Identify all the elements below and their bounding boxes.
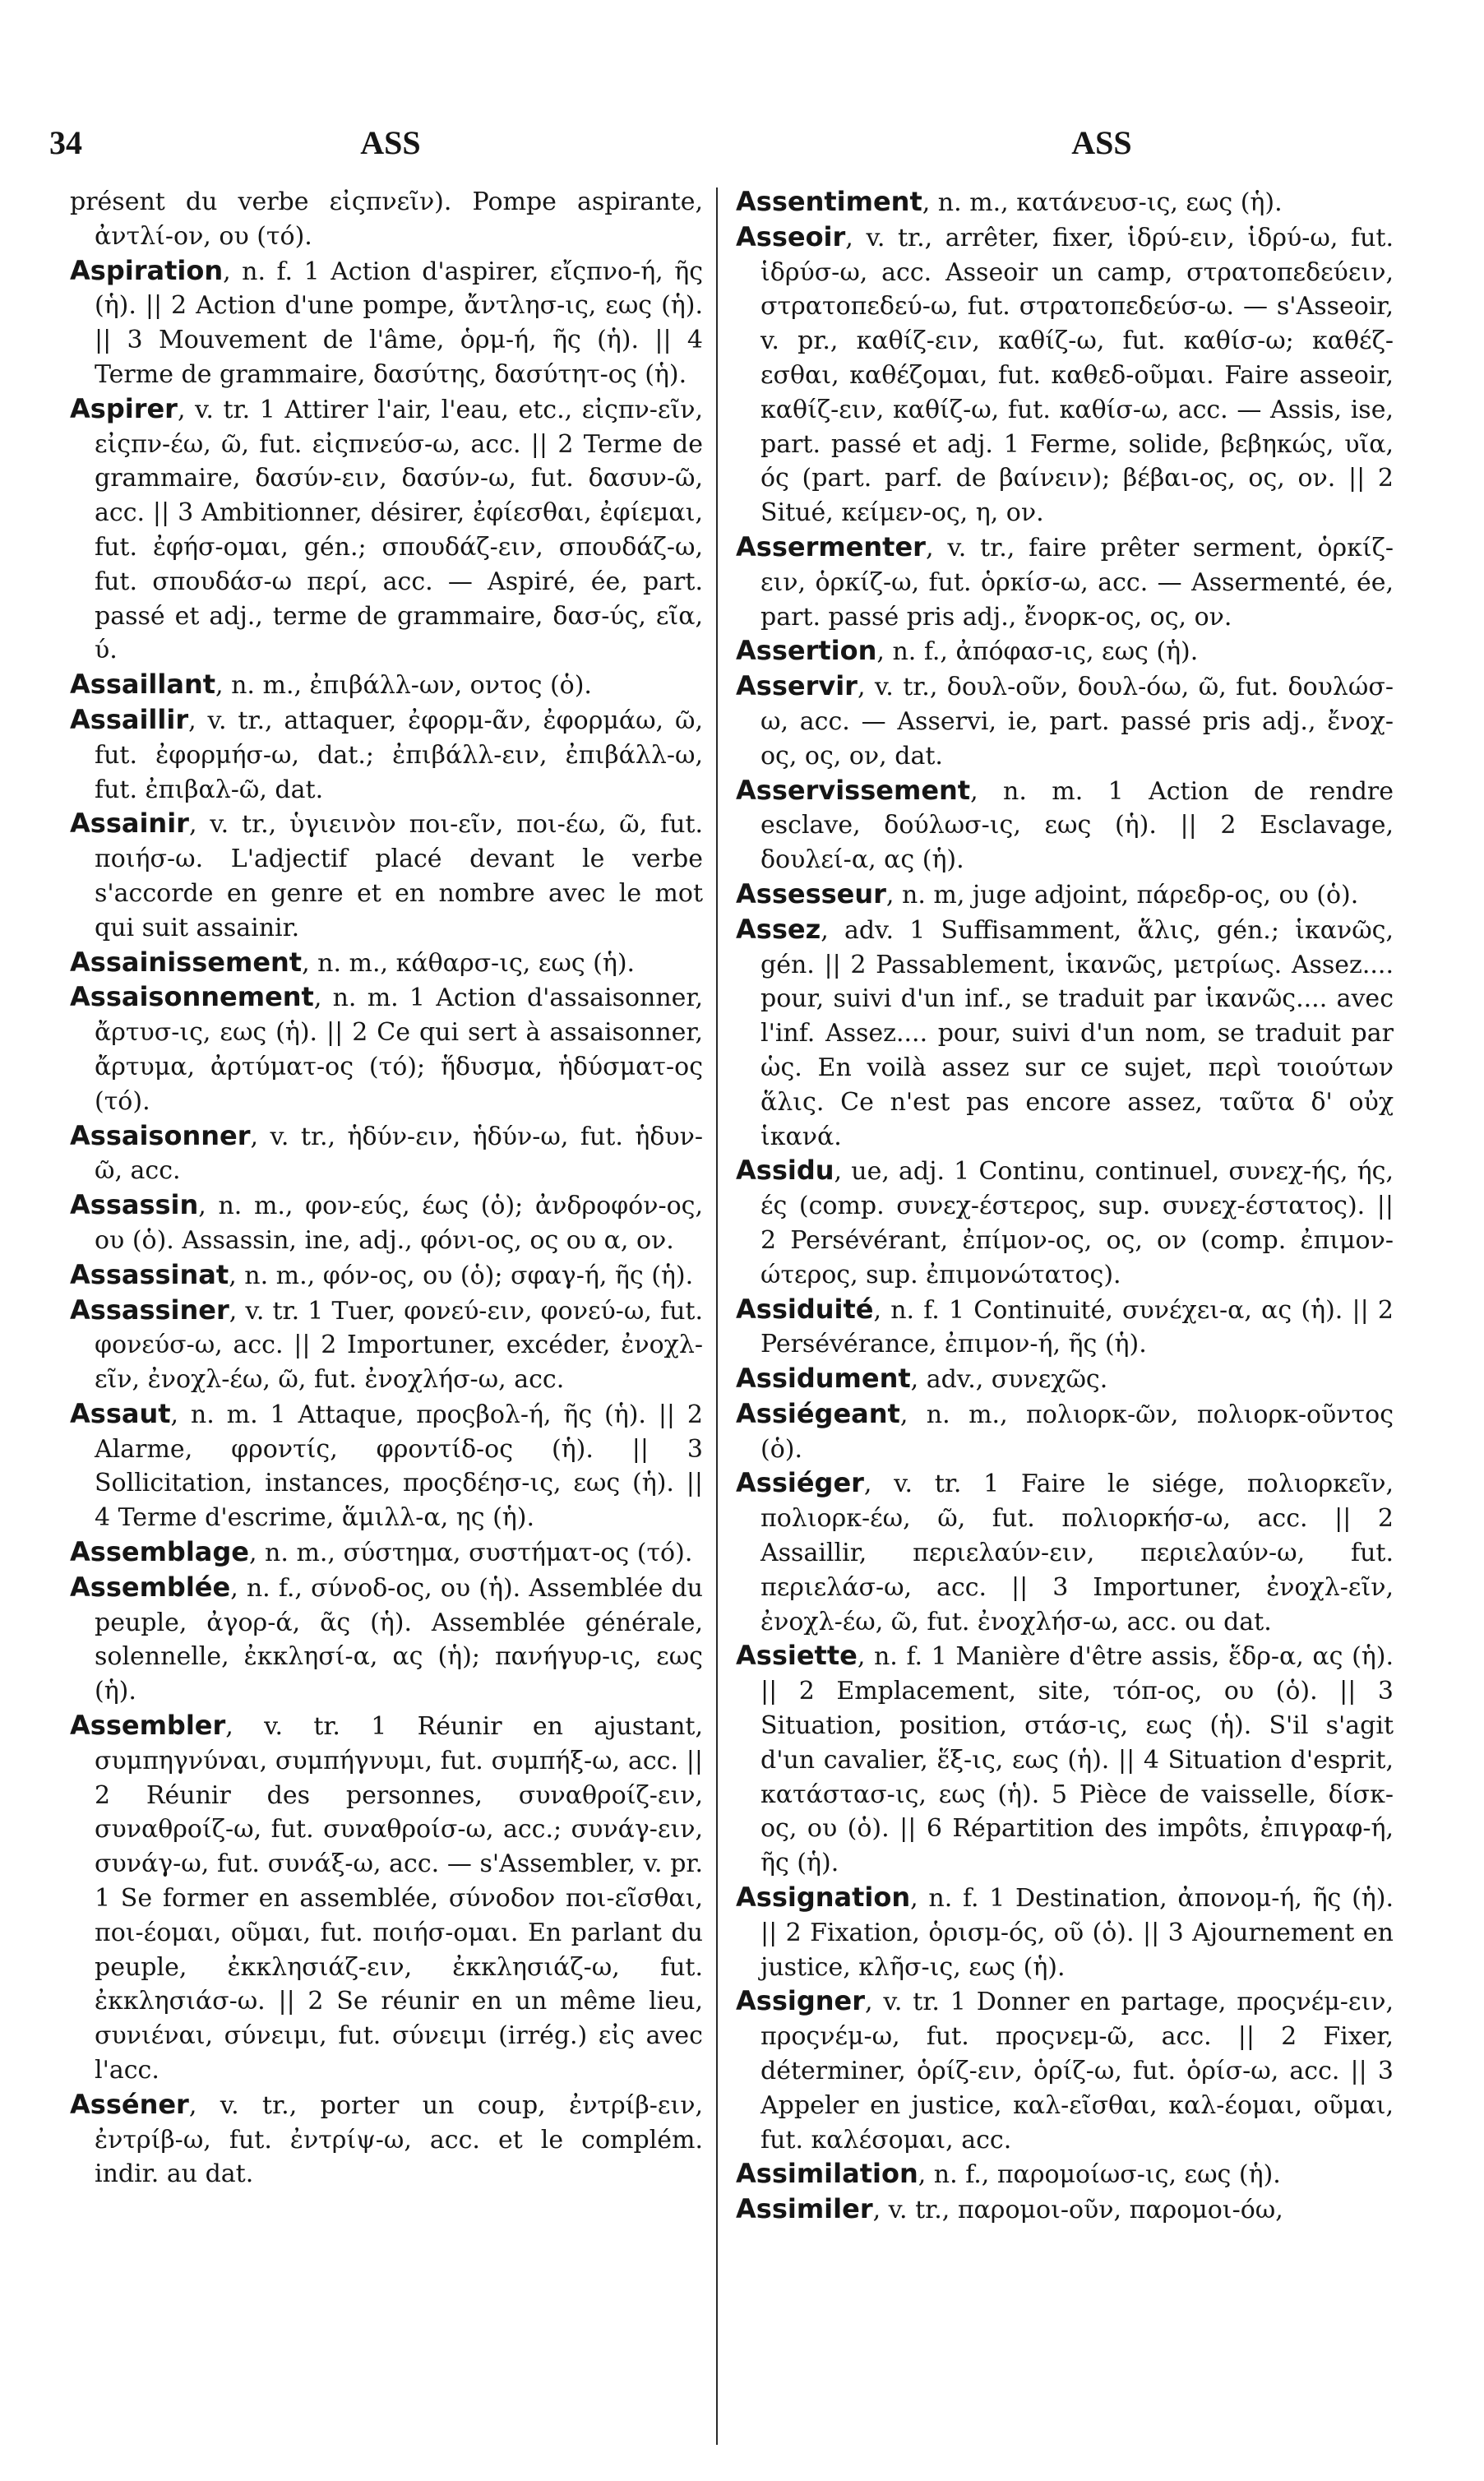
entry-headword: Assaillant [70, 669, 216, 701]
running-head-left: ASS [360, 124, 421, 161]
dictionary-entry [736, 1466, 1394, 1639]
page-number: 34 [49, 124, 82, 161]
entry-headword: Assiduité [736, 1293, 874, 1325]
entry-definition: , n. m., πολιορκ-ῶν, πολιορκ-οῦντος (ὁ). [760, 1400, 1394, 1464]
dictionary-entry [736, 1362, 1394, 1397]
entry-definition: , v. tr., arrêter, fixer, ἱδρύ-ειν, ἱδρύ-ω, fut. ἱδρύσ-ω, acc. Asseoir un camp, στρατοπεδεύειν, στρατοπεδεύ-ω, fut. στρατοπεδεύσ-ω. — s'Asseoir, v. pr., καθίζ-ειν, καθίζ-ω, fut. καθίσ-ω; καθέζ-εσθαι, καθέζομαι, fut. καθεδ-οῦμαι. Faire asseoir, καθίζ-ειν, καθίζ-ω, fut. καθίσ-ω, acc. — Assis, ise, part. passé et adj. 1 Ferme, solide, βεβηκώς, υῖα, ός (part. parf. de βαίνειν); βέβαι-ος, ος, ον. || 2 Situé, κείμεν-ος, η, ον. [760, 223, 1394, 528]
entry-headword: Asséner [70, 2088, 189, 2120]
entry-definition: , n. f. 1 Action d'aspirer, εἴςπνο-ή, ῆς (ἡ). || 2 Action d'une pompe, ἄντλησ-ις, εως (ἡ). || 3 Mouvement de l'âme, ὁρμ-ή, ῆς (ἡ). || 4 Terme de grammaire, δασύτης, δασύτητ-ος (ἡ). [95, 257, 703, 389]
entry-headword: Assigner [736, 1985, 865, 2017]
entry-headword: Asservir [736, 670, 858, 702]
dictionary-entry [70, 703, 703, 807]
entry-headword: Assertion [736, 635, 877, 667]
dictionary-entry [70, 1535, 703, 1571]
entry-headword: Assimilation [736, 2158, 918, 2190]
entry-headword: Assassin [70, 1189, 199, 1221]
dictionary-entry [736, 1397, 1394, 1467]
dictionary-entry [70, 392, 703, 668]
entry-headword: Assaillir [70, 703, 189, 735]
dictionary-entry [70, 980, 703, 1118]
entry-headword: Assembler [70, 1710, 226, 1742]
entry-headword: Assermenter [736, 530, 926, 562]
dictionary-entry [70, 946, 703, 981]
entry-headword: Assez [736, 913, 821, 945]
entry-definition: , n. m., φον-εύς, έως (ὁ); ἀνδροφόν-ος, ου (ὁ). Assassin, ine, adj., φόνι-ος, ος ου α, ον. [95, 1192, 703, 1255]
right-column [736, 185, 1394, 2446]
entry-definition: , n. m., κατάνευσ-ις, εως (ἡ). [922, 188, 1283, 217]
entry-headword: Assemblage [70, 1536, 249, 1568]
entry-headword: Aspiration [70, 254, 224, 286]
dictionary-entry [70, 668, 703, 703]
entry-definition: , v. tr., ὑγιεινὸν ποι-εῖν, ποι-έω, ῶ, fut. ποιήσ-ω. L'adjectif placé devant le verbe s'accorde en genre et en nombre avec le mot qui suit assainir. [95, 810, 703, 942]
dictionary-entry [70, 185, 703, 254]
dictionary-entry [736, 2192, 1394, 2228]
entry-definition: , n. m, juge adjoint, πάρεδρ-ος, ου (ὁ). [885, 880, 1359, 910]
dictionary-entry [736, 2157, 1394, 2192]
dictionary-entry [736, 530, 1394, 634]
dictionary-entry [70, 2088, 703, 2192]
entry-headword: Assiéger [736, 1467, 864, 1499]
column-divider [716, 187, 718, 2445]
entry-headword: Assaisonner [70, 1119, 251, 1151]
entry-definition: , n. f. 1 Continuité, συνέχει-α, ας (ἡ). || 2 Persévérance, ἐπιμον-ή, ῆς (ἡ). [760, 1295, 1394, 1359]
entry-headword: Assaut [70, 1397, 171, 1429]
entry-headword: Assesseur [736, 877, 886, 910]
dictionary-entry [70, 1258, 703, 1294]
entry-definition: , n. f. 1 Destination, ἀπονομ-ή, ῆς (ἡ). || 2 Fixation, ὁρισμ-ός, οῦ (ὁ). || 3 Ajournement en justice, κλῆσ-ις, εως (ἡ). [760, 1884, 1394, 1982]
entry-definition: , v. tr., faire prêter serment, ὁρκίζ-ειν, ὁρκίζ-ω, fut. ὁρκίσ-ω, acc. — Assermenté, ée, part. passé pris adj., ἔνορκ-ος, ος, ον. [760, 533, 1394, 632]
entry-definition: , v. tr. 1 Tuer, φονεύ-ειν, φονεύ-ω, fut. φονεύσ-ω, acc. || 2 Importuner, excéder, ἐνοχλ-εῖν, ἐνοχλ-έω, ῶ, fut. ἐνοχλήσ-ω, acc. [95, 1296, 703, 1395]
entry-definition: , n. m. 1 Attaque, προςβολ-ή, ῆς (ἡ). || 2 Alarme, φροντίς, φροντίδ-ος (ἡ). || 3 Sollicitation, instances, προςδέησ-ις, εως (ἡ). || 4 Terme d'escrime, ἅμιλλ-α, ης (ἡ). [95, 1400, 703, 1533]
entry-headword: Assignation [736, 1882, 911, 1914]
dictionary-entry [70, 1397, 703, 1535]
entry-headword: Assiégeant [736, 1397, 900, 1429]
dictionary-entry [70, 1119, 703, 1189]
entry-definition: , v. tr., δουλ-οῦν, δουλ-όω, ῶ, fut. δουλώσ-ω, acc. — Asservi, ie, part. passé pris adj., ἔνοχ-ος, ος, ον, dat. [760, 673, 1394, 771]
entry-definition: , adv. 1 Suffisamment, ἅλις, gén.; ἱκανῶς, gén. || 2 Passablement, ἱκανῶς, μετρίως. Assez.... pour, suivi d'un inf., se traduit par ἱκανῶς.... avec l'inf. Assez.... pour, suivi d'un nom, se traduit par ὡς. En voilà assez sur ce sujet, περὶ τοιούτων ἅλις. Ce n'est pas encore assez, ταῦτα δ' οὐχ ἱκανά. [760, 915, 1394, 1151]
entry-definition: présent du verbe εἰςπνεῖν). Pompe aspirante, ἀντλί-ον, ου (τό). [70, 187, 703, 251]
entry-definition: , v. tr. 1 Faire le siége, πολιορκεῖν, πολιορκ-έω, ῶ, fut. πολιορκήσ-ω, acc. || 2 Assaillir, περιελαύν-ειν, περιελαύν-ω, fut. περιελάσ-ω, acc. || 3 Importuner, ἐνοχλ-εῖν, ἐνοχλ-έω, ῶ, fut. ἐνοχλήσ-ω, acc. ou dat. [760, 1470, 1394, 1636]
entry-definition: , ue, adj. 1 Continu, continuel, συνεχ-ής, ής, ές (comp. συνεχ-έστερος, sup. συνεχ-έστατος). || 2 Persévérant, ἐπίμον-ος, ος, ον (comp. ἐπιμον-ώτερος, sup. ἐπιμονώτατος). [760, 1157, 1394, 1289]
dictionary-entry [736, 1639, 1394, 1881]
running-head-right: ASS [1071, 124, 1132, 161]
dictionary-entry [736, 220, 1394, 530]
entry-headword: Assemblée [70, 1571, 231, 1603]
entry-definition: , n. m., ἐπιβάλλ-ων, οντος (ὁ). [215, 671, 592, 701]
entry-definition: , n. m., κάθαρσ-ις, εως (ἡ). [302, 948, 636, 978]
entry-definition: , v. tr., ἡδύν-ειν, ἡδύν-ω, fut. ἡδυν-ῶ, acc. [95, 1122, 703, 1186]
dictionary-entry [70, 1188, 703, 1258]
dictionary-entry [70, 254, 703, 392]
entry-definition: , n. f., παρομοίωσ-ις, εως (ἡ). [918, 2160, 1281, 2190]
entry-headword: Assiette [736, 1640, 858, 1672]
dictionary-entry [736, 1984, 1394, 2157]
dictionary-entry [70, 1294, 703, 1397]
entry-headword: Asseoir [736, 220, 846, 252]
entry-definition: , adv., συνεχῶς. [910, 1365, 1108, 1395]
entry-headword: Assimiler [736, 2193, 873, 2225]
entry-definition: , n. f., ἀπόφασ-ις, εως (ἡ). [876, 637, 1199, 667]
dictionary-entry [736, 774, 1394, 877]
dictionary-entry [736, 877, 1394, 913]
dictionary-entry [736, 1154, 1394, 1292]
entry-headword: Assainissement [70, 946, 303, 978]
dictionary-entry [736, 913, 1394, 1155]
dictionary-entry [70, 1709, 703, 2088]
entry-definition: , n. m. 1 Action de rendre esclave, δούλωσ-ις, εως (ἡ). || 2 Esclavage, δουλεί-α, ας (ἡ). [760, 776, 1394, 875]
entry-headword: Assaisonnement [70, 981, 314, 1013]
entry-definition: , v. tr. 1 Donner en partage, προςνέμ-ειν, προςνέμ-ω, fut. προςνεμ-ῶ, acc. || 2 Fixer, déterminer, ὁρίζ-ειν, ὁρίζ-ω, fut. ὁρίσ-ω, acc. || 3 Appeler en justice, καλ-εῖσθαι, καλ-έομαι, οῦμαι, fut. καλέσομαι, acc. [760, 1988, 1394, 2155]
entry-definition: , v. tr., porter un coup, ἐντρίβ-ειν, ἐντρίβ-ω, fut. ἐντρίψ-ω, acc. et le complém. indir. au dat. [95, 2090, 703, 2189]
dictionary-entry [736, 634, 1394, 669]
left-column [70, 185, 703, 2446]
entry-headword: Assassiner [70, 1294, 229, 1326]
dictionary-entry [736, 1293, 1394, 1363]
entry-definition: , n. f. 1 Manière d'être assis, ἕδρ-α, ας (ἡ). || 2 Emplacement, site, τόπ-ος, ου (ὁ). || 3 Situation, position, στάσ-ις, εως (ἡ). S'il s'agit d'un cavalier, ἕξ-ις, εως (ἡ). || 4 Situation d'esprit, κατάστασ-ις, εως (ἡ). 5 Pièce de vaisselle, δίσκ-ος, ου (ὁ). || 6 Répartition des impôts, ἐπιγραφ-ή, ῆς (ἡ). [760, 1642, 1394, 1878]
dictionary-entry [736, 669, 1394, 773]
entry-headword: Assidument [736, 1363, 911, 1395]
entry-definition: , v. tr., παρομοι-οῦν, παρομοι-όω, [872, 2196, 1283, 2225]
entry-definition: , v. tr. 1 Réunir en ajustant, συμπηγνύναι, συμπήγνυμι, fut. συμπήξ-ω, acc. || 2 Réunir des personnes, συναθροίζ-ειν, συναθροίζ-ω, fut. συναθροίσ-ω, acc.; συνάγ-ειν, συνάγ-ω, fut. συνάξ-ω, acc. — s'Assembler, v. pr. 1 Se former en assemblée, σύνοδον ποι-εῖσθαι, ποι-έομαι, οῦμαι, fut. ποιήσ-ομαι. En parlant du peuple, ἐκκλησιάζ-ειν, ἐκκλησιάζ-ω, fut. ἐκκλησιάσ-ω. || 2 Se réunir en un même lieu, συνιέναι, σύνειμι, fut. σύνειμι (irrég.) εἰς avec l'acc. [95, 1712, 703, 2085]
entry-headword: Assidu [736, 1155, 834, 1187]
entry-definition: , v. tr. 1 Attirer l'air, l'eau, etc., εἰςπν-εῖν, εἰςπν-έω, ῶ, fut. εἰςπνεύσ-ω, acc. || 2 Terme de grammaire, δασύν-ειν, δασύν-ω, fut. δασυν-ῶ, acc. || 3 Ambitionner, désirer, ἐφίεσθαι, ἐφίεμαι, fut. ἐφήσ-ομαι, gén.; σπουδάζ-ειν, σπουδάζ-ω, fut. σπουδάσ-ω περί, acc. — Aspiré, ée, part. passé et adj., terme de grammaire, δασ-ύς, εῖα, ύ. [95, 395, 703, 665]
dictionary-entry [70, 1571, 703, 1709]
entry-definition: , n. f., σύνοδ-ος, ου (ἡ). Assemblée du peuple, ἀγορ-ά, ᾶς (ἡ). Assemblée générale, solennelle, ἐκκλησί-α, ας (ἡ); πανήγυρ-ις, εως (ἡ). [95, 1573, 703, 1706]
entry-headword: Assainir [70, 808, 189, 840]
entry-definition: , v. tr., attaquer, ἐφορμ-ᾶν, ἐφορμάω, ῶ, fut. ἐφορμήσ-ω, dat.; ἐπιβάλλ-ειν, ἐπιβάλλ-ω, fut. ἐπιβαλ-ῶ, dat. [95, 706, 703, 804]
dictionary-entry [736, 1881, 1394, 1984]
entry-headword: Asservissement [736, 774, 971, 806]
entry-definition: , n. m. 1 Action d'assaisonner, ἄρτυσ-ις, εως (ἡ). || 2 Ce qui sert à assaisonner, ἄρτυμα, ἀρτύματ-ος (τό); ἥδυσμα, ἡδύσματ-ος (τό). [95, 984, 703, 1116]
dictionary-entry [70, 807, 703, 945]
entry-definition: , n. m., φόν-ος, ου (ὁ); σφαγ-ή, ῆς (ἡ). [229, 1261, 694, 1290]
page-header [49, 123, 1439, 173]
entry-definition: , n. m., σύστημα, συστήματ-ος (τό). [248, 1539, 693, 1568]
dictionary-entry [736, 185, 1394, 220]
entry-headword: Aspirer [70, 392, 178, 424]
entry-headword: Assassinat [70, 1258, 229, 1290]
entry-headword: Assentiment [736, 186, 922, 217]
